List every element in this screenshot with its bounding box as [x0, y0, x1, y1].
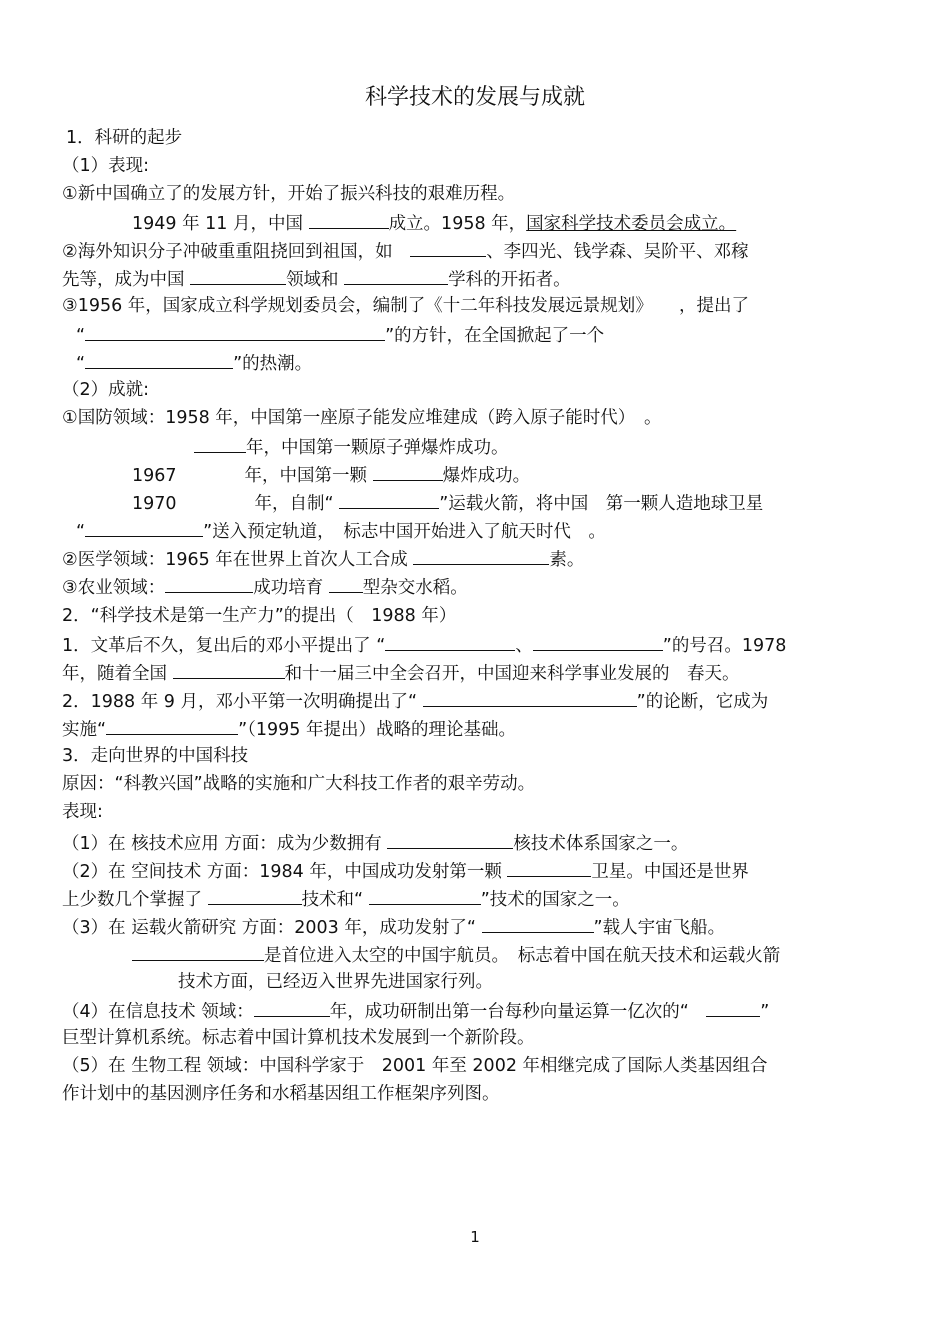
text-segment: 2．1988 年 9 月，邓小平第一次明确提出了“	[62, 692, 423, 712]
text-segment: 年，自制“	[254, 494, 340, 514]
text-line	[62, 858, 749, 884]
fill-blank	[173, 660, 285, 679]
text-segment: 1949 年 11 月，中国	[132, 214, 309, 234]
fill-blank	[373, 462, 443, 481]
fill-blank	[132, 942, 264, 961]
subsection-achievements: （2）成就:	[62, 380, 150, 400]
section-1-heading: 1．科研的起步	[66, 128, 183, 148]
text-segment: “	[76, 522, 86, 542]
text-segment: ”的方针，在全国掀起了一个	[385, 326, 605, 346]
text-segment: ②医学领域：1965 年在世界上首次人工合成	[62, 550, 414, 570]
text-segment: ③农业领域：	[62, 578, 166, 598]
text-line: 表现:	[62, 802, 103, 822]
fill-blank	[369, 886, 481, 905]
fill-blank	[85, 518, 203, 537]
text-segment: 核技术体系国家之一。	[513, 834, 689, 854]
fill-blank	[85, 350, 233, 369]
text-segment: 是首位进入太空的中国宇航员。 标志着中国在航天技术和运载火箭	[264, 946, 781, 966]
text-segment: ”送入预定轨道， 标志中国开始进入了航天时代 。	[203, 522, 606, 542]
fill-blank	[706, 998, 760, 1017]
text-segment: ”的号召。1978	[662, 636, 787, 656]
text-line	[62, 886, 630, 912]
fill-blank	[339, 490, 439, 509]
text-segment: 领域和	[286, 270, 345, 290]
section-2-heading: 2．“科学技术是第一生产力”的提出（ 1988 年）	[62, 606, 457, 626]
text-line: 原因：“科教兴国”战略的实施和广大科技工作者的艰辛劳动。	[62, 774, 536, 794]
text-segment: 爆炸成功。	[442, 466, 531, 486]
text-segment: 学科的开拓者。	[448, 270, 571, 290]
fill-blank	[309, 210, 389, 229]
text-segment: ”（1995 年提出）战略的理论基础。	[238, 720, 516, 740]
text-segment: 上少数几个掌握了	[62, 890, 208, 910]
text-line	[76, 322, 604, 348]
text-segment: 1967	[132, 466, 177, 486]
fill-blank	[385, 632, 515, 651]
text-line	[132, 942, 780, 968]
text-line	[194, 434, 509, 460]
text-segment: 、李四光、钱学森、吴阶平、邓稼	[486, 242, 749, 262]
text-line	[62, 998, 769, 1024]
text-line	[132, 462, 530, 488]
fill-blank	[208, 886, 302, 905]
fill-blank	[329, 574, 363, 593]
fill-blank	[194, 434, 246, 453]
text-line: 技术方面，已经迈入世界先进国家行列。	[178, 972, 493, 992]
text-segment: ”载人宇宙飞船。	[593, 918, 726, 938]
fill-blank	[482, 914, 594, 933]
text-segment: （2）在 空间技术 方面：1984 年，中国成功发射第一颗	[62, 862, 508, 882]
text-line: 巨型计算机系统。标志着中国计算机技术发展到一个新阶段。	[62, 1028, 535, 1048]
text-segment: 1．文革后不久，复出后的邓小平提出了 “	[62, 636, 386, 656]
text-line	[62, 632, 786, 658]
text-segment: 国家科学技术委员会成立。	[526, 214, 737, 234]
fill-blank	[165, 574, 253, 593]
text-segment: 1970	[132, 494, 177, 514]
page-number: 1	[470, 1228, 480, 1246]
text-line	[76, 350, 312, 376]
fill-blank	[410, 238, 486, 257]
text-segment: （1）在 核技术应用 方面：成为少数拥有	[62, 834, 388, 854]
text-segment: ”技术的国家之一。	[480, 890, 630, 910]
text-line	[62, 238, 749, 264]
fill-blank	[423, 688, 637, 707]
text-segment: ”的论断，它成为	[636, 692, 769, 712]
text-segment: ”运载火箭，将中国 第一颗人造地球卫星	[439, 494, 764, 514]
text-segment: 卫星。中国还是世界	[591, 862, 749, 882]
text-segment: 年，中国第一颗原子弹爆炸成功。	[246, 438, 509, 458]
text-segment: 实施“	[62, 720, 107, 740]
document-title: 科学技术的发展与成就	[364, 85, 585, 110]
text-segment: 、	[515, 636, 533, 656]
text-line: ①国防领域：1958 年，中国第一座原子能发应堆建成（跨入原子能时代） 。	[62, 408, 662, 428]
fill-blank	[254, 998, 330, 1017]
text-line	[62, 914, 725, 940]
text-line: ③1956 年，国家成立科学规划委员会，编制了《十二年科技发展远景规划》 ，提出了	[62, 296, 750, 316]
text-segment: （3）在 运载火箭研究 方面：2003 年，成功发射了“	[62, 918, 482, 938]
text-segment: 先等，成为中国	[62, 270, 191, 290]
fill-blank	[344, 266, 448, 285]
text-line	[132, 490, 763, 516]
text-segment: 型杂交水稻。	[362, 578, 468, 598]
text-segment: 技术和“	[301, 890, 369, 910]
text-line	[76, 518, 606, 544]
text-line	[132, 210, 736, 236]
text-line: ①新中国确立了的发展方针，开始了振兴科技的艰难历程。	[62, 184, 516, 204]
fill-blank	[507, 858, 591, 877]
fill-blank	[413, 546, 549, 565]
section-3-heading: 3．走向世界的中国科技	[62, 746, 249, 766]
fill-blank	[387, 830, 513, 849]
text-segment: 和十一届三中全会召开，中国迎来科学事业发展的 春天。	[284, 664, 740, 684]
text-segment: （4）在信息技术 领域：	[62, 1002, 254, 1022]
text-segment: ”的热潮。	[233, 354, 313, 374]
fill-blank	[533, 632, 663, 651]
text-line	[62, 688, 768, 714]
subsection-performance: （1）表现:	[62, 156, 150, 176]
text-line	[62, 830, 688, 856]
text-segment: 素。	[549, 550, 585, 570]
text-segment: 成功培育	[253, 578, 329, 598]
text-segment: “	[76, 354, 86, 374]
text-segment: 成立。1958 年，	[388, 214, 527, 234]
text-line	[62, 660, 740, 686]
fill-blank	[85, 322, 385, 341]
text-segment: ”	[760, 1002, 770, 1022]
text-segment: “	[76, 326, 86, 346]
text-segment: 年，随着全国	[62, 664, 173, 684]
fill-blank	[106, 716, 238, 735]
text-line	[62, 266, 571, 292]
text-line: 作计划中的基因测序任务和水稻基因组工作框架序列图。	[62, 1084, 500, 1104]
text-line	[62, 574, 468, 600]
fill-blank	[190, 266, 286, 285]
text-segment: 年，中国第一颗	[244, 466, 373, 486]
text-segment: 年，成功研制出第一台每秒向量运算一亿次的“	[329, 1002, 707, 1022]
text-line	[62, 716, 516, 742]
text-segment: ②海外知识分子冲破重重阻挠回到祖国，如	[62, 242, 411, 262]
text-line: （5）在 生物工程 领域：中国科学家于 2001 年至 2002 年相继完成了国际人类基因组合	[62, 1056, 768, 1076]
text-line	[62, 546, 584, 572]
